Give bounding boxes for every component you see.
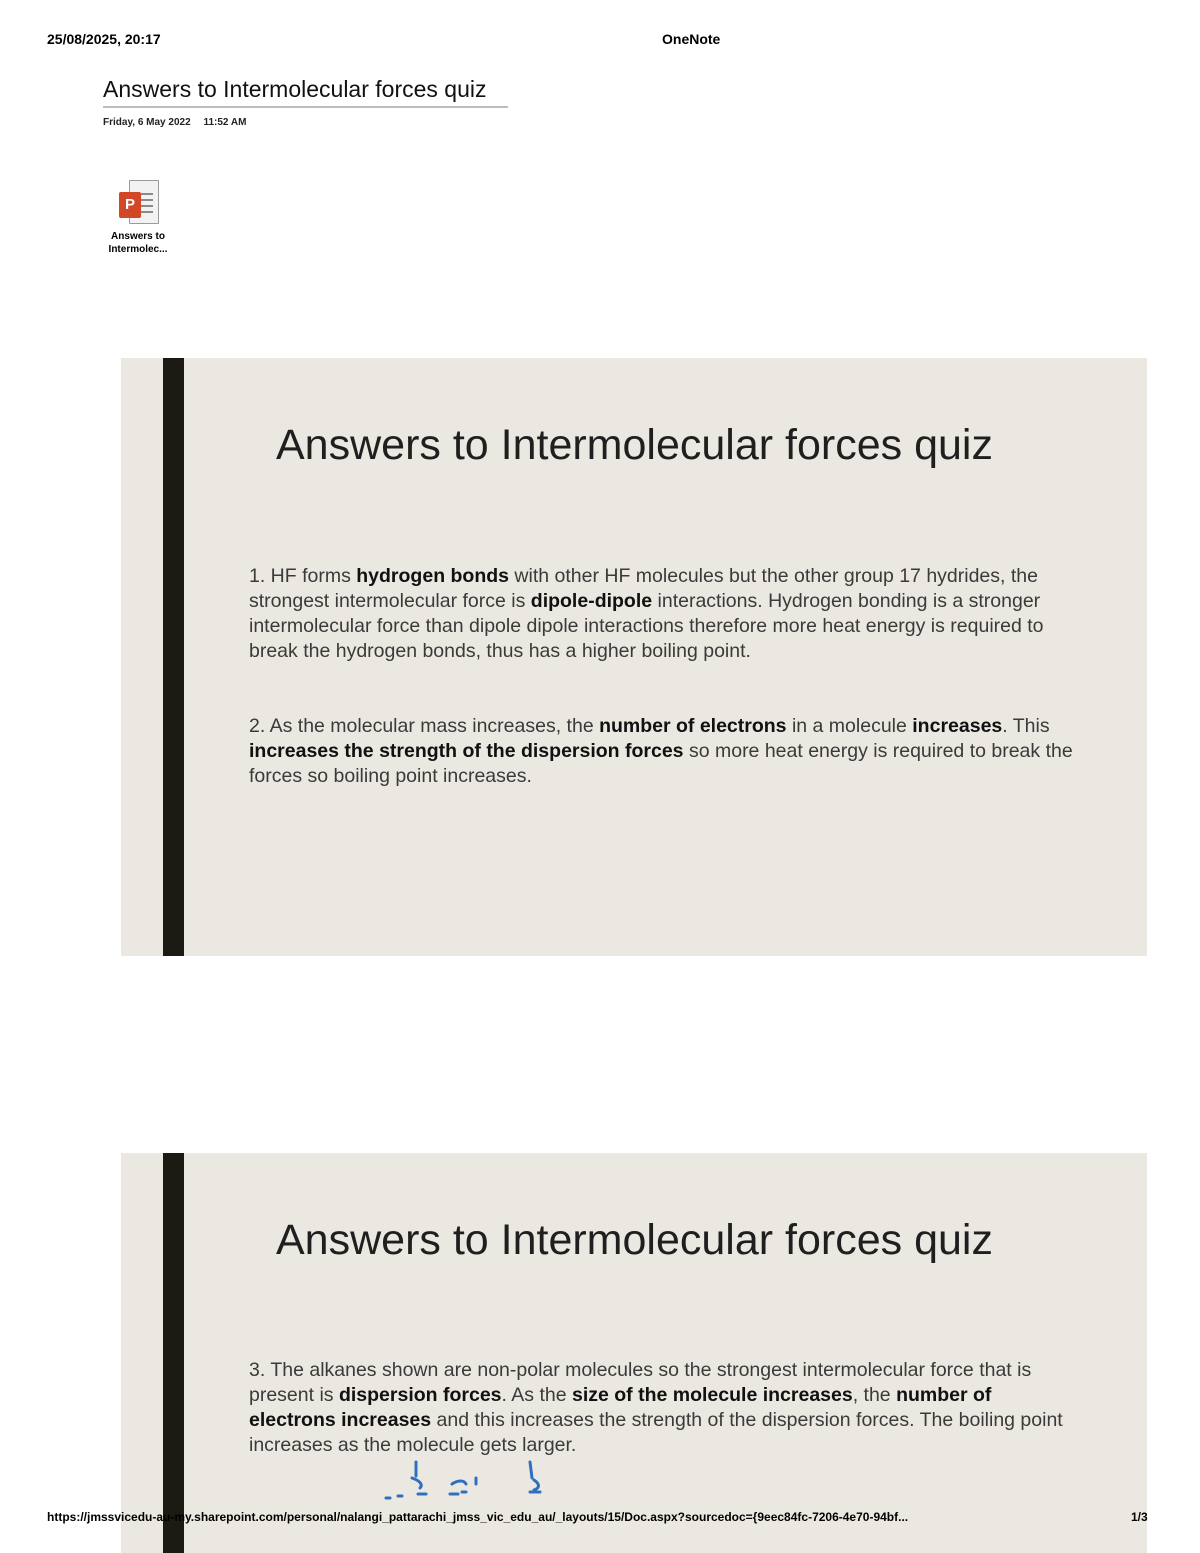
print-datetime: 25/08/2025, 20:17 bbox=[47, 31, 161, 47]
text-run: 3. The alkanes shown are non-polar molecules so the strongest intermolecular force that is present is bbox=[249, 1359, 1032, 1406]
bold-run: increases the strength of the dispersion forces bbox=[249, 740, 684, 762]
footer-url: https://jmssvicedu-au-my.sharepoint.com/personal/nalangi_pattarachi_jmss_vic_edu_au/_layouts/15/Doc.aspx?sourcedoc={9eec84fc-7206-4e70-94bf... bbox=[47, 1510, 909, 1524]
attachment-label[interactable]: Answers to Intermolec... bbox=[108, 231, 168, 255]
text-run: in a molecule bbox=[786, 715, 913, 737]
page-title: Answers to Intermolecular forces quiz bbox=[103, 76, 508, 108]
page-time: 11:52 AM bbox=[203, 117, 247, 128]
powerpoint-file-icon[interactable] bbox=[117, 180, 159, 226]
footer-page-number: 1/3 bbox=[1131, 1510, 1148, 1524]
bold-run: dipole-dipole bbox=[530, 590, 653, 612]
slide-paragraph bbox=[249, 1358, 1079, 1458]
bold-run: size of the molecule increases bbox=[572, 1384, 853, 1406]
slide-accent-bar bbox=[163, 358, 184, 956]
slide-paragraph bbox=[249, 714, 1079, 789]
bold-run: number of electrons increases bbox=[249, 1384, 992, 1431]
handwritten-ink-marks bbox=[380, 1458, 560, 1504]
slide-2 bbox=[121, 1153, 1147, 1553]
text-run: , the bbox=[852, 1384, 897, 1406]
text-run: . This bbox=[1002, 715, 1050, 737]
text-run: 1. HF forms bbox=[249, 565, 357, 587]
powerpoint-badge: P bbox=[119, 192, 141, 218]
slide-accent-bar bbox=[163, 1153, 184, 1553]
bold-run: number of electrons bbox=[599, 715, 787, 737]
bold-run: dispersion forces bbox=[338, 1384, 502, 1406]
print-app-name: OneNote bbox=[662, 31, 721, 47]
bold-run: hydrogen bonds bbox=[356, 565, 510, 587]
bold-run: increases bbox=[912, 715, 1003, 737]
text-run: 2. As the molecular mass increases, the bbox=[249, 715, 600, 737]
page-datetime bbox=[103, 117, 256, 128]
powerpoint-attachment[interactable] bbox=[100, 180, 176, 256]
slide-title: Answers to Intermolecular forces quiz bbox=[276, 1216, 993, 1264]
slide-1 bbox=[121, 358, 1147, 956]
text-run: interactions. Hydrogen bonding is a stronger intermolecular force than dipole dipole interactions therefore more heat energy is required to break the hydrogen bonds, thus has a higher boiling point. bbox=[249, 590, 1044, 662]
slide-title: Answers to Intermolecular forces quiz bbox=[276, 421, 993, 469]
text-run: so more heat energy is required to break the forces so boiling point increases. bbox=[249, 740, 1073, 787]
text-run: and this increases the strength of the dispersion forces. The boiling point increases as the molecule gets larger. bbox=[249, 1409, 1063, 1456]
text-run: . As the bbox=[501, 1384, 572, 1406]
page-date: Friday, 6 May 2022 bbox=[103, 117, 191, 128]
slide-paragraph bbox=[249, 564, 1079, 664]
text-run: with other HF molecules but the other group 17 hydrides, the strongest intermolecular force is bbox=[249, 565, 1038, 612]
